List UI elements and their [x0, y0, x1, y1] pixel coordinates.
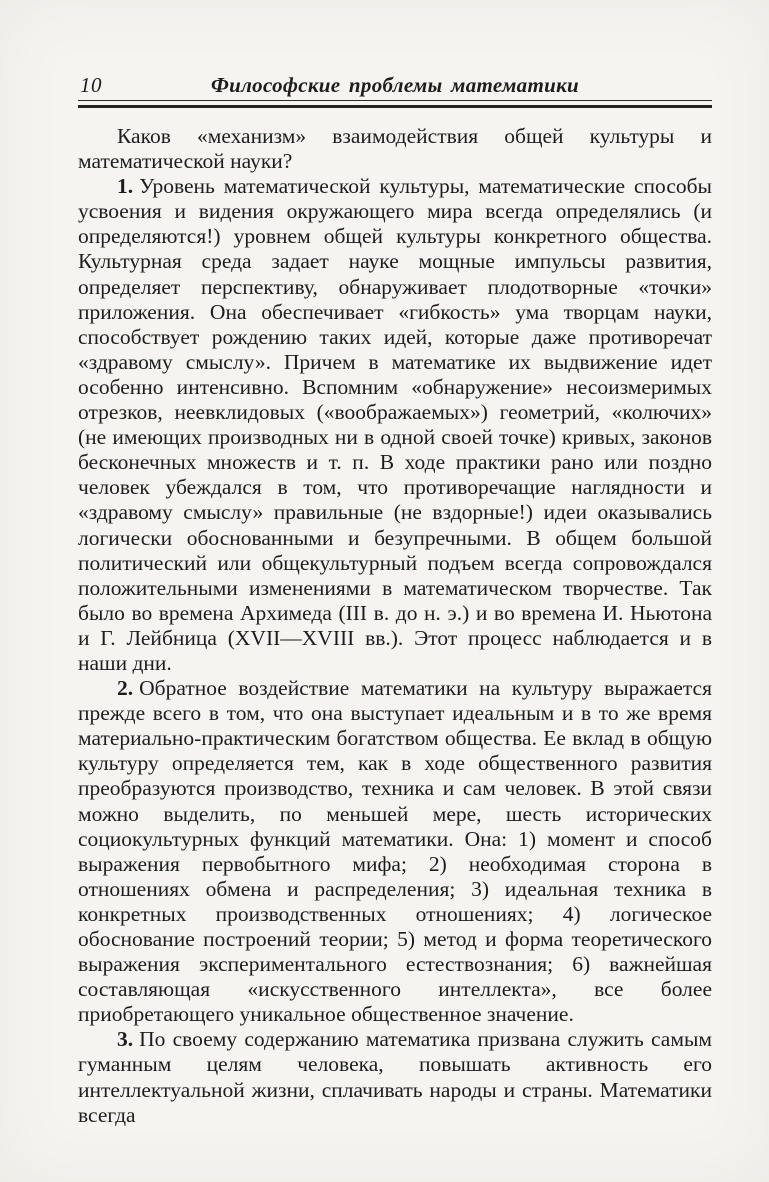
paragraph-number: 2.: [117, 676, 134, 701]
running-title: Философские проблемы математики: [210, 73, 580, 97]
page-number: 10: [80, 73, 102, 97]
paragraph-text: Каков «механизм» взаимодействия общей культуры и математической науки?: [78, 124, 712, 174]
paragraph-3: [78, 1027, 712, 1127]
page-body: [78, 124, 712, 1128]
paragraph-text: Уровень математической культуры, математические способы усвоения и видения окружающего мира всегда определялись (и определяются!) уровнем общей культуры конкретного общества. Культурная среда задает науке мощные импульсы развития, определяет перспективу, обнаруживает плодотворные «точки» приложения. Она обеспечивает «гибкость» ума творцам науки, способствует рождению таких идей, которые даже противоречат «здравому смыслу». Причем в математике их выдвижение идет особенно интенсивно. Вспомним «обнаружение» несоизмеримых отрезков, неевклидовых («воображаемых») геометрий, «колючих» (не имеющих производных ни в одной своей точке) кривых, законов бесконечных множеств и т. п. В ходе практики рано или поздно человек убеждался в том, что противоречащие наглядности и «здравому смыслу» правильные (не вздорные!) идеи оказывались логически обоснованными и безупречными. В общем большой политический или общекультурный подъем всегда сопровождался положительными изменениями в математическом творчестве. Так было во времена Архимеда (III в. до н. э.) и во времена И. Ньютона и Г. Лейбница (XVII—XVIII вв.). Этот процесс наблюдается и в наши дни.: [78, 174, 712, 675]
paragraph-text: По своему содержанию математика призвана служить самым гуманным целям человека, повышать активность его интеллектуальной жизни, сплачивать народы и страны. Математики всегда: [78, 1027, 712, 1127]
page-header: [78, 72, 712, 98]
text-block: [78, 72, 712, 1128]
paragraph-number: 1.: [117, 174, 134, 199]
paragraph-1: [78, 174, 712, 676]
header-rule-thin: [78, 100, 712, 101]
paragraph-number: 3.: [117, 1027, 134, 1052]
paragraph-text: Обратное воздействие математики на культуру выражается прежде всего в том, что она выступает идеальным и в то же время материально-практическим богатством общества. Ее вклад в общую культуру определяется тем, как в ходе общественного развития преобразуются производство, техника и сам человек. В этой связи можно выделить, по меньшей мере, шесть исторических социокультурных функций математики. Она: 1) момент и способ выражения первобытного мифа; 2) необходимая сторона в отношениях обмена и распределения; 3) идеальная техника в конкретных производственных отношениях; 4) логическое обоснование построений теории; 5) метод и форма теоретического выражения экспериментального естествознания; 6) важнейшая составляющая «искусственного интеллекта», все более приобретающего уникальное общественное значение.: [78, 676, 712, 1027]
paragraph-2: [78, 676, 712, 1027]
header-rule-thick: [78, 105, 712, 108]
paragraph-intro: [78, 124, 712, 174]
